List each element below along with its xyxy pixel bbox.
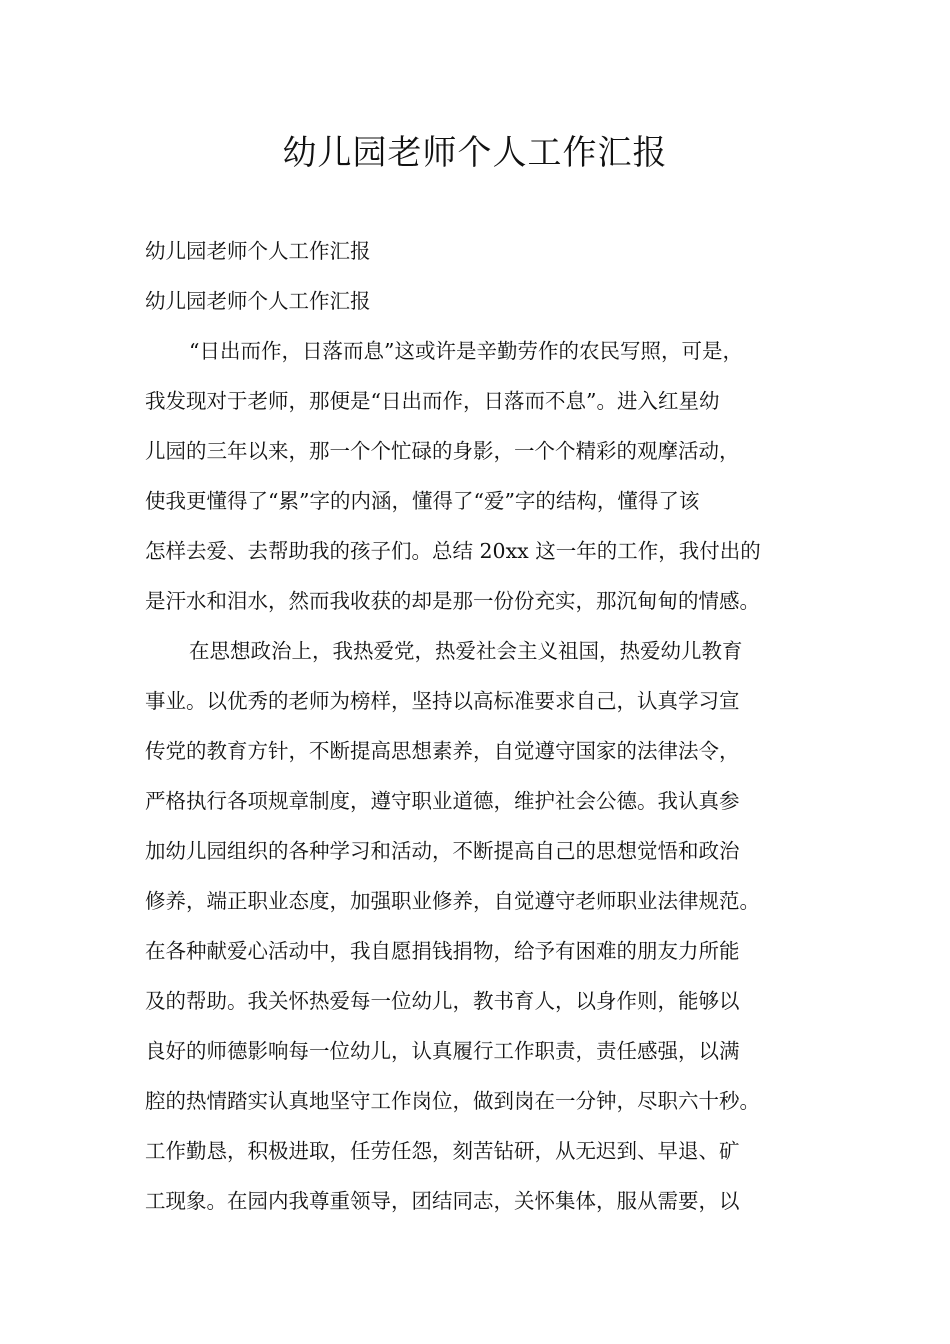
- body-text-line: 事业。以优秀的老师为榜样，坚持以高标准要求自己，认真学习宣: [145, 689, 740, 713]
- body-text-line: 腔的热情踏实认真地坚守工作岗位，做到岗在一分钟，尽职六十秒。: [145, 1089, 760, 1113]
- body-text-line: 是汗水和泪水，然而我收获的却是那一份份充实，那沉甸甸的情感。: [145, 589, 760, 613]
- body-text-line: 良好的师德影响每一位幼儿，认真履行工作职责，责任感强，以满: [145, 1039, 740, 1063]
- body-text-line: 传党的教育方针，不断提高思想素养，自觉遵守国家的法律法令，: [145, 739, 740, 763]
- body-text-line: 儿园的三年以来，那一个个忙碌的身影，一个个精彩的观摩活动，: [145, 439, 740, 463]
- body-text-line: 我发现对于老师，那便是“日出而作，日落而不息”。进入红星幼: [145, 389, 720, 413]
- body-text-line: 工现象。在园内我尊重领导，团结同志，关怀集体，服从需要，以: [145, 1189, 740, 1213]
- body-text-line: 幼儿园老师个人工作汇报: [145, 239, 371, 263]
- body-text-line: 怎样去爱、去帮助我的孩子们。总结 20xx 这一年的工作，我付出的: [145, 539, 761, 563]
- document-body: [145, 226, 835, 1226]
- document-title: 幼儿园老师个人工作汇报: [282, 133, 668, 173]
- body-text-line: 在思想政治上，我热爱党，热爱社会主义祖国，热爱幼儿教育: [189, 639, 743, 663]
- body-text-line: 幼儿园老师个人工作汇报: [145, 289, 371, 313]
- body-text-line: 严格执行各项规章制度，遵守职业道德，维护社会公德。我认真参: [145, 789, 740, 813]
- body-text-line: 修养，端正职业态度，加强职业修养，自觉遵守老师职业法律规范。: [145, 889, 760, 913]
- body-text-line: 及的帮助。我关怀热爱每一位幼儿，教书育人，以身作则，能够以: [145, 989, 740, 1013]
- body-text-line: 加幼儿园组织的各种学习和活动，不断提高自己的思想觉悟和政治: [145, 839, 740, 863]
- body-text-line: 使我更懂得了“累”字的内涵，懂得了“爱”字的结构，懂得了该: [145, 489, 700, 513]
- body-text-line: “日出而作，日落而息”这或许是辛勤劳作的农民写照，可是，: [189, 339, 743, 363]
- body-text-line: 工作勤恳，积极进取，任劳任怨，刻苦钻研，从无迟到、早退、矿: [145, 1139, 740, 1163]
- body-text-line: 在各种献爱心活动中，我自愿捐钱捐物，给予有困难的朋友力所能: [145, 939, 740, 963]
